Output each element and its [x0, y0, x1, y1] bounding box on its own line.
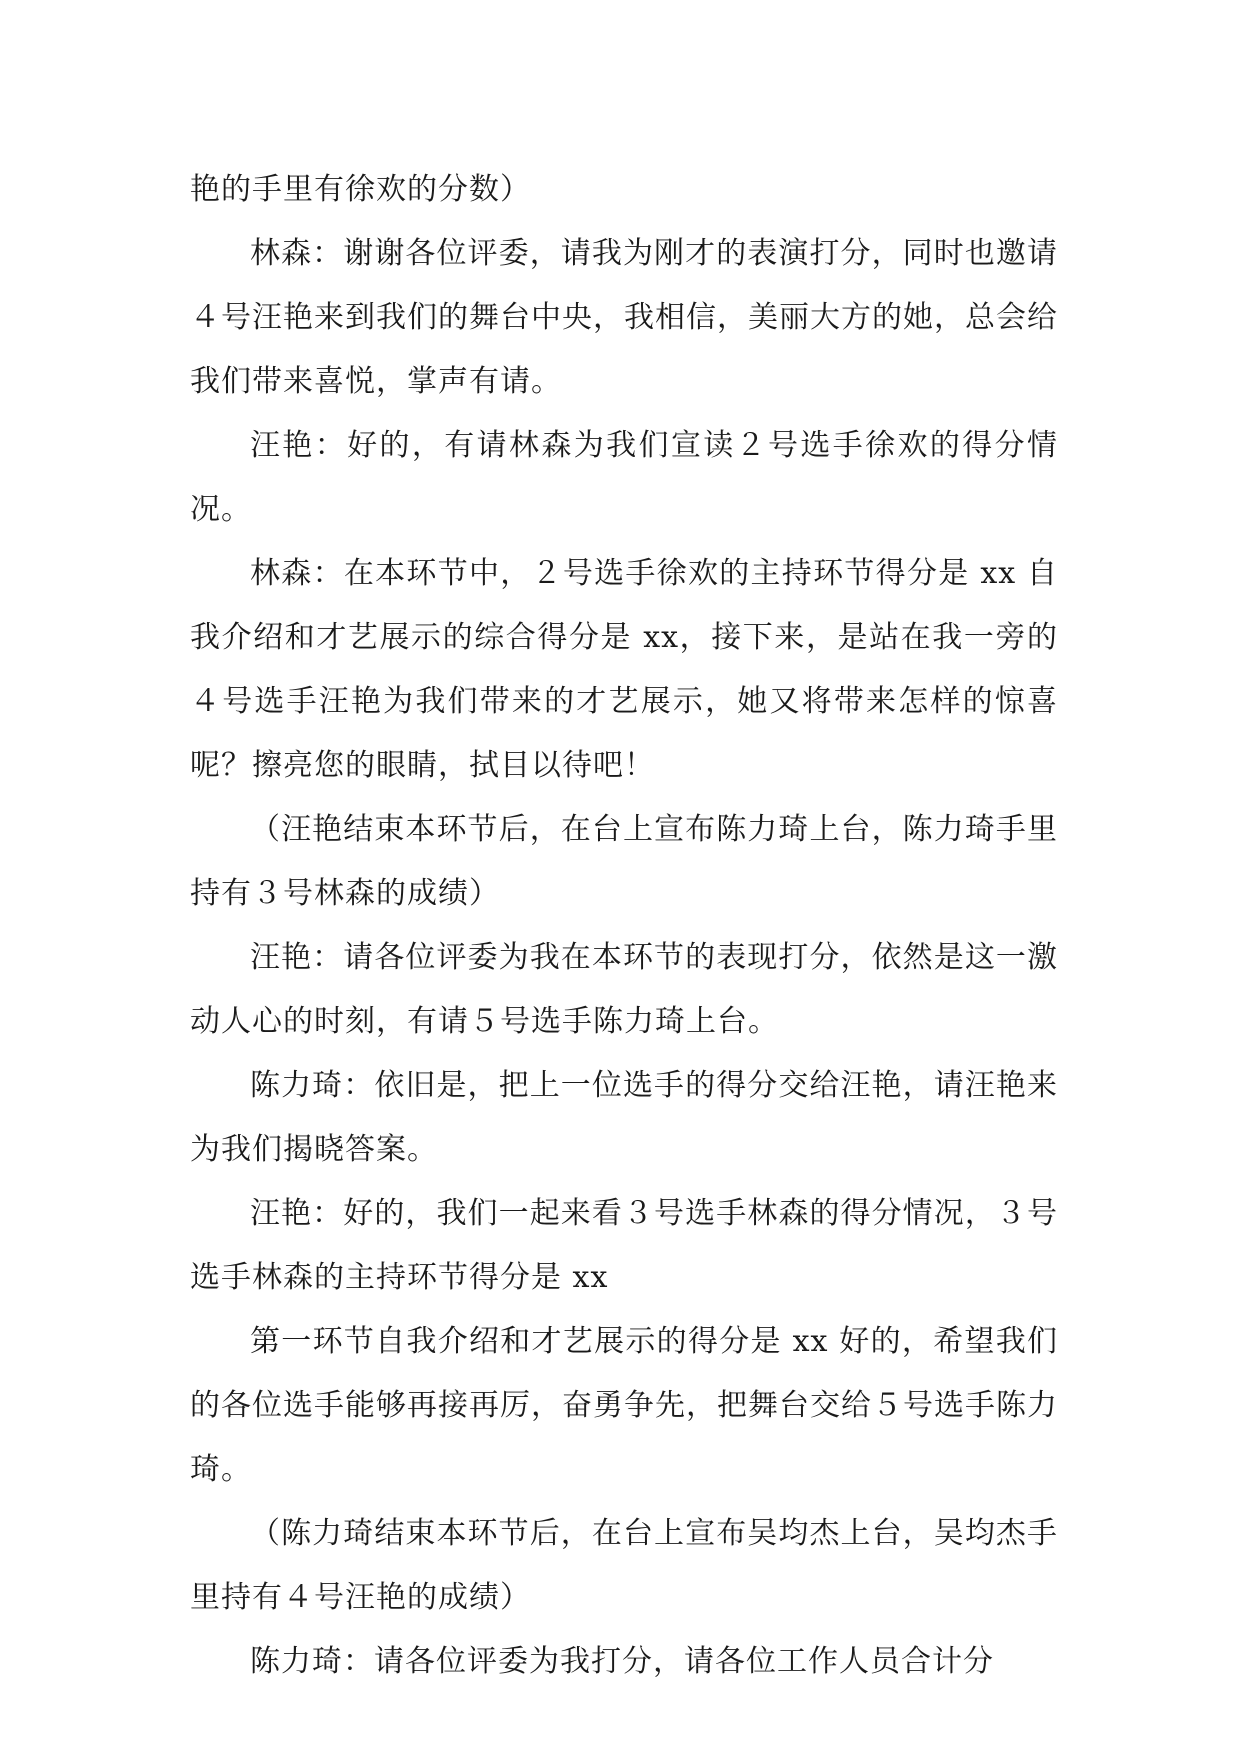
paragraph-4: 林森：在本环节中，２号选手徐欢的主持环节得分是 xx 自我介绍和才艺展示的综合得分是 xx，接下来，是站在我一旁的４号选手汪艳为我们带来的才艺展示，她又将带来怎样的惊喜呢？擦亮您的眼睛，拭目以待吧！: [190, 556, 1058, 783]
paragraph-9: 第一环节自我介绍和才艺展示的得分是 xx 好的，希望我们的各位选手能够再接再厉，奋勇争先，把舞台交给５号选手陈力琦。: [190, 1324, 1058, 1487]
paragraph-1: 艳的手里有徐欢的分数）: [190, 172, 531, 207]
paragraph-10: （陈力琦结束本环节后，在台上宣布吴均杰上台，吴均杰手里持有４号汪艳的成绩）: [190, 1516, 1058, 1615]
paragraph-2: 林森：谢谢各位评委，请我为刚才的表演打分，同时也邀请４号汪艳来到我们的舞台中央，我相信，美丽大方的她，总会给我们带来喜悦，掌声有请。: [190, 236, 1058, 399]
document-body: [190, 158, 1058, 1694]
paragraph-8: 汪艳：好的，我们一起来看３号选手林森的得分情况，３号选手林森的主持环节得分是 xx: [190, 1196, 1058, 1295]
paragraph-7: 陈力琦：依旧是，把上一位选手的得分交给汪艳，请汪艳来为我们揭晓答案。: [190, 1068, 1058, 1167]
paragraph-5: （汪艳结束本环节后，在台上宣布陈力琦上台，陈力琦手里持有３号林森的成绩）: [190, 812, 1058, 911]
paragraph-6: 汪艳：请各位评委为我在本环节的表现打分，依然是这一激动人心的时刻，有请５号选手陈力琦上台。: [190, 940, 1058, 1039]
paragraph-3: 汪艳：好的，有请林森为我们宣读２号选手徐欢的得分情况。: [190, 428, 1058, 527]
paragraph-11: 陈力琦：请各位评委为我打分，请各位工作人员合计分: [250, 1644, 994, 1679]
